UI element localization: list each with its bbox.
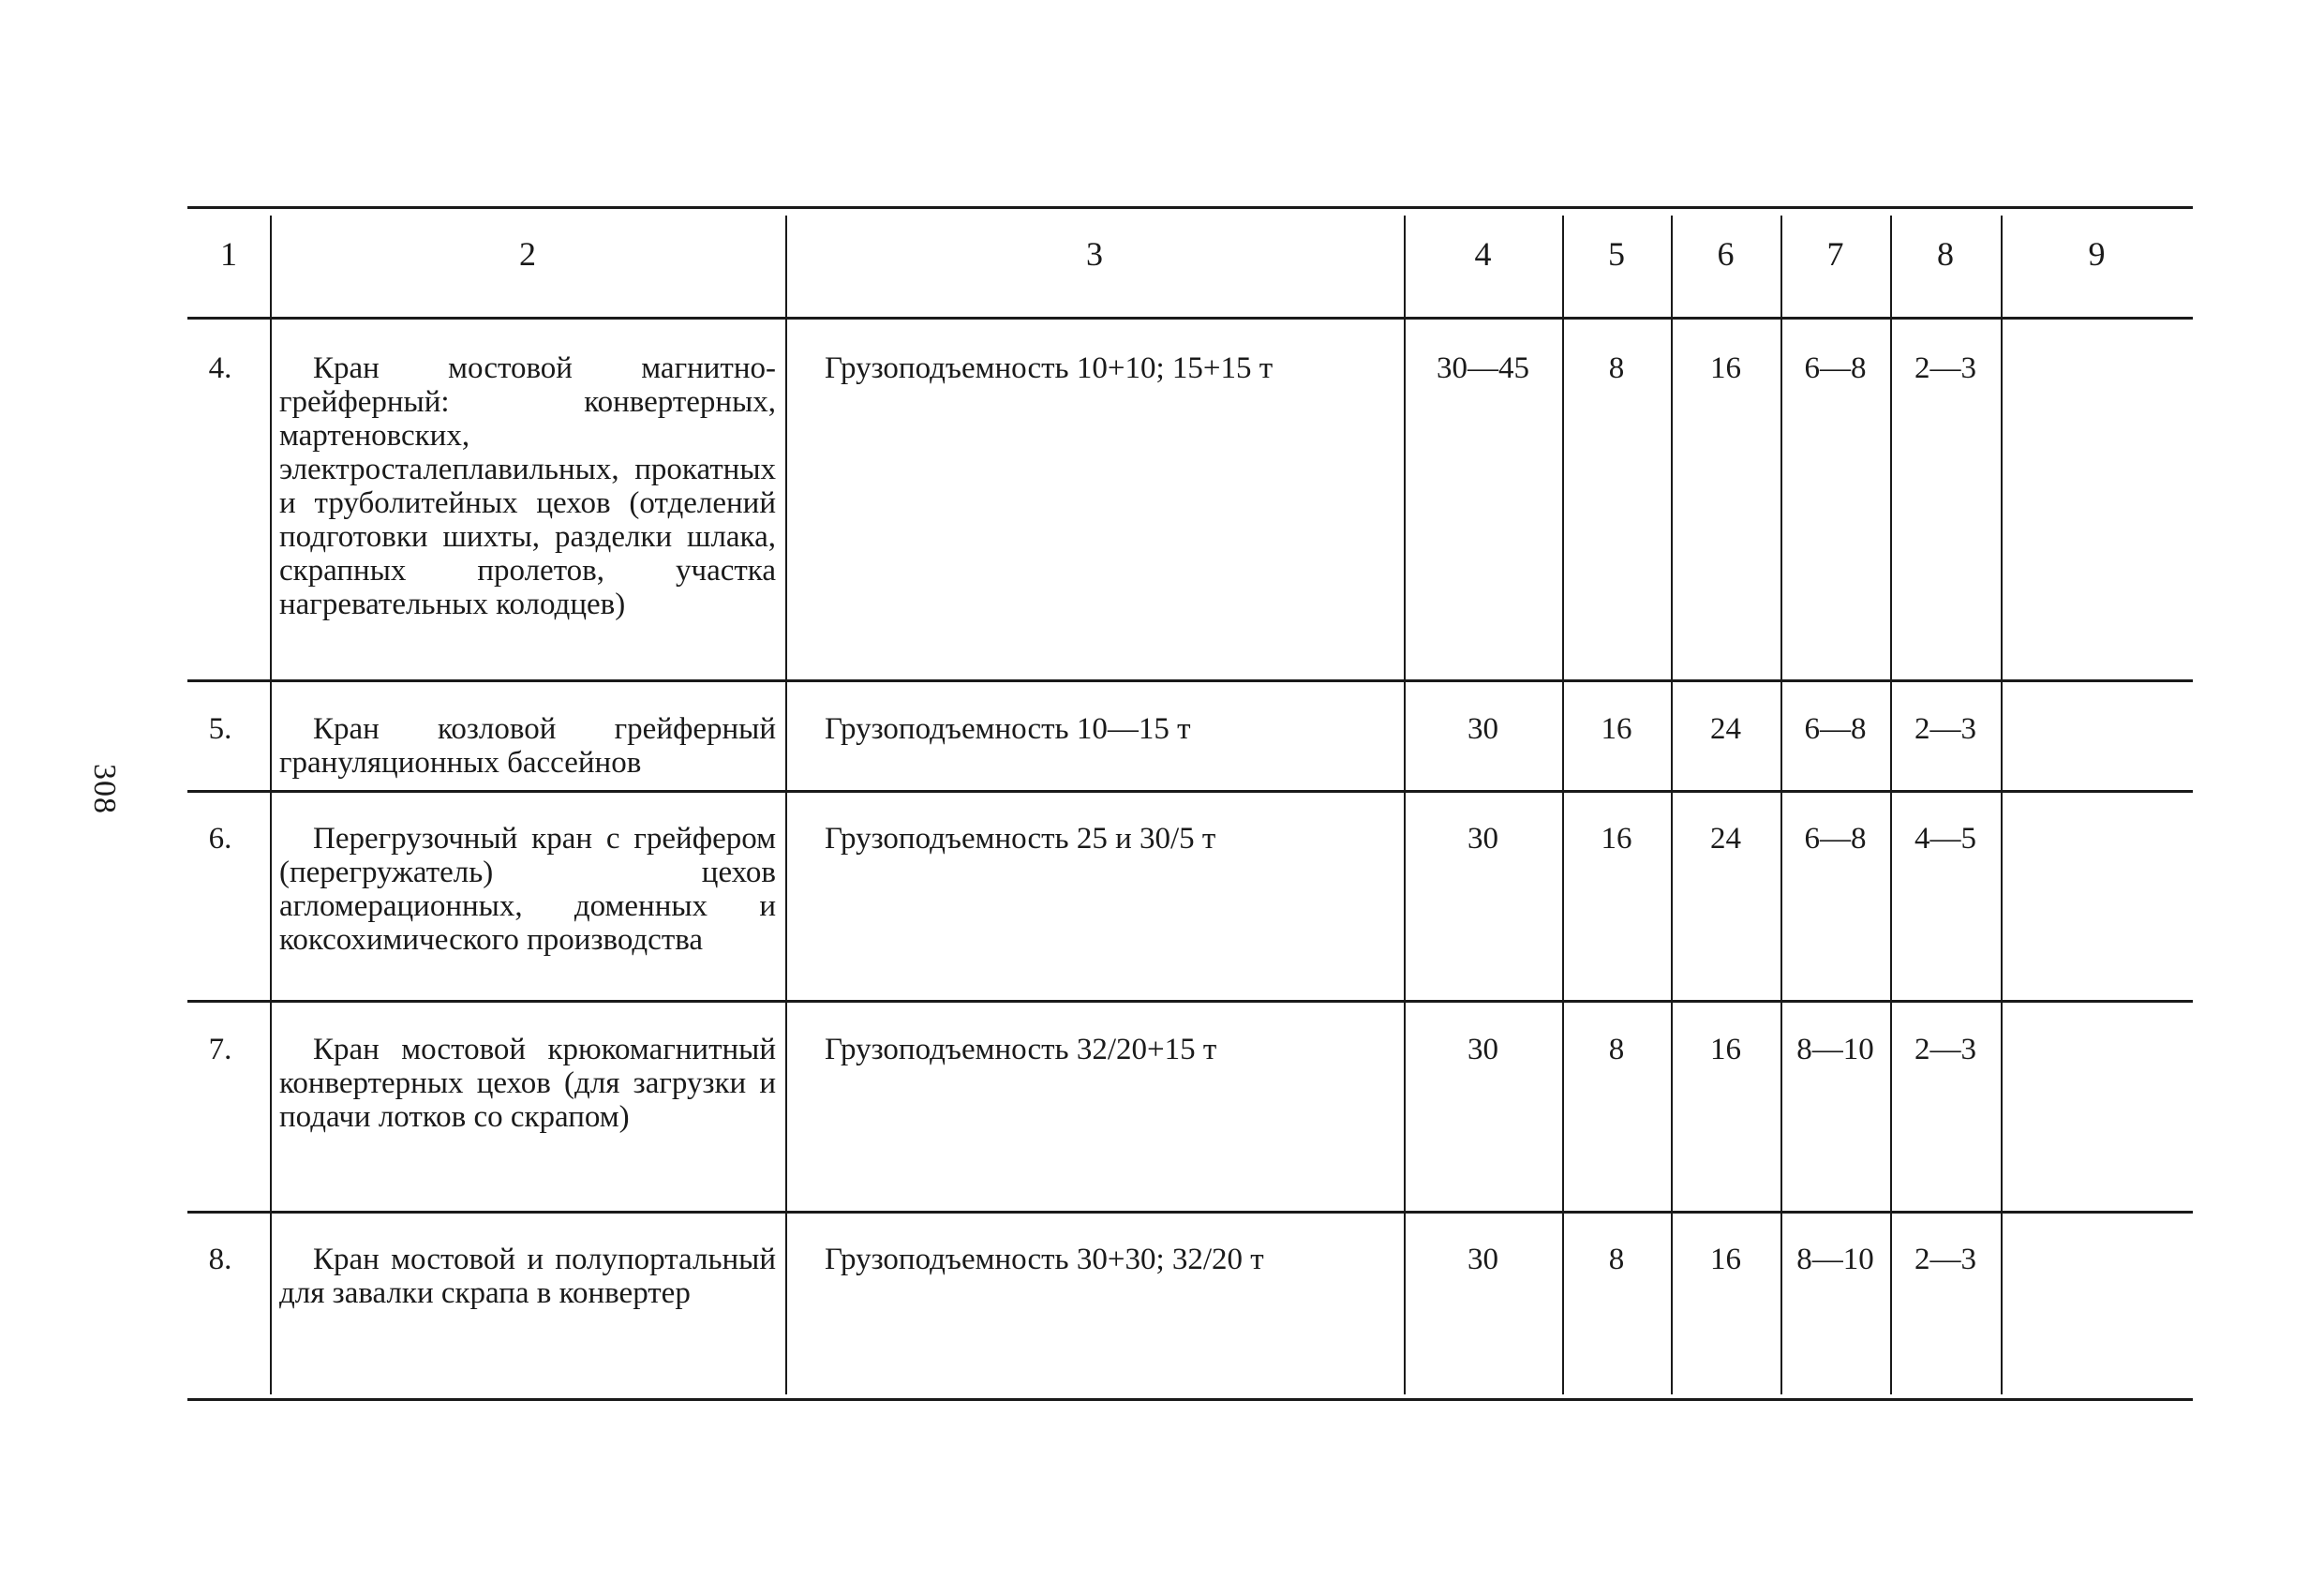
row-capacity: Грузоподъемность 25 и 30/5 т [825, 822, 1216, 856]
col-sep-5 [1671, 216, 1673, 1394]
row-col-8: 2—3 [1914, 351, 1976, 385]
row-capacity: Грузоподъемность 32/20+15 т [825, 1033, 1217, 1066]
row-col-7: 8—10 [1796, 1033, 1874, 1066]
table-top-rule [187, 206, 2193, 209]
row-number: 5. [208, 712, 232, 746]
row-rule-4 [187, 679, 2193, 682]
row-col-6: 16 [1710, 1243, 1741, 1276]
header-col-8: 8 [1937, 235, 1954, 273]
row-col-6: 16 [1710, 351, 1741, 385]
row-col-6: 16 [1710, 1033, 1741, 1066]
row-name: Кран мостовой и полупортальный для завалки скрапа в конвертер [279, 1243, 776, 1310]
header-bottom-rule [187, 317, 2193, 320]
col-sep-6 [1780, 216, 1782, 1394]
row-number: 6. [208, 822, 232, 856]
row-col-6: 24 [1710, 712, 1741, 746]
col-sep-2 [785, 216, 787, 1394]
col-sep-7 [1890, 216, 1892, 1394]
row-rule-5 [187, 790, 2193, 793]
row-col-8: 2—3 [1914, 1243, 1976, 1276]
col-sep-1 [270, 216, 272, 1394]
header-col-9: 9 [2088, 235, 2106, 273]
row-name: Кран козловой грейферный грануляционных бассейнов [279, 712, 776, 780]
row-col-7: 8—10 [1796, 1243, 1874, 1276]
header-col-7: 7 [1826, 235, 1844, 273]
row-col-7: 6—8 [1804, 351, 1867, 385]
col-sep-8 [2001, 216, 2003, 1394]
header-col-5: 5 [1608, 235, 1625, 273]
row-col-8: 2—3 [1914, 712, 1976, 746]
row-col-4: 30 [1467, 822, 1498, 856]
row-col-5: 16 [1601, 712, 1632, 746]
row-rule-7 [187, 1211, 2193, 1214]
row-col-4: 30 [1467, 1033, 1498, 1066]
row-name: Кран мостовой крюкомагнитный конвертерных цехов (для загрузки и подачи лотков со скрапом) [279, 1033, 776, 1134]
row-col-6: 24 [1710, 822, 1741, 856]
row-col-4: 30 [1467, 1243, 1498, 1276]
row-col-5: 8 [1608, 1033, 1625, 1066]
row-number: 4. [208, 351, 232, 385]
header-col-4: 4 [1474, 235, 1492, 273]
table-bottom-rule [187, 1398, 2193, 1401]
row-name: Перегрузочный кран с грейфером (перегружатель) цехов агломерационных, доменных и коксохимического производства [279, 822, 776, 957]
row-col-5: 8 [1608, 1243, 1625, 1276]
header-col-1: 1 [220, 235, 237, 273]
row-number: 7. [208, 1033, 232, 1066]
row-number: 8. [208, 1243, 232, 1276]
header-col-2: 2 [519, 235, 536, 273]
header-col-3: 3 [1086, 235, 1103, 273]
row-rule-6 [187, 1000, 2193, 1003]
row-capacity: Грузоподъемность 30+30; 32/20 т [825, 1243, 1264, 1276]
row-col-7: 6—8 [1804, 712, 1867, 746]
row-capacity: Грузоподъемность 10+10; 15+15 т [825, 351, 1274, 385]
row-col-5: 16 [1601, 822, 1632, 856]
row-col-4: 30—45 [1437, 351, 1529, 385]
row-col-4: 30 [1467, 712, 1498, 746]
row-col-5: 8 [1608, 351, 1625, 385]
row-capacity: Грузоподъемность 10—15 т [825, 712, 1191, 746]
col-sep-4 [1562, 216, 1564, 1394]
page-number: 308 [87, 764, 122, 814]
row-col-8: 4—5 [1914, 822, 1976, 856]
row-col-7: 6—8 [1804, 822, 1867, 856]
col-sep-3 [1404, 216, 1406, 1394]
row-name: Кран мостовой магнитно-грейферный: конвертерных, мартеновских, электросталеплавильных, прокатных и труболитейных цехов (отделений подготовки шихты, разделки шлака, скрапных пролетов, участка нагревательных колодцев) [279, 351, 776, 621]
row-col-8: 2—3 [1914, 1033, 1976, 1066]
header-col-6: 6 [1717, 235, 1735, 273]
